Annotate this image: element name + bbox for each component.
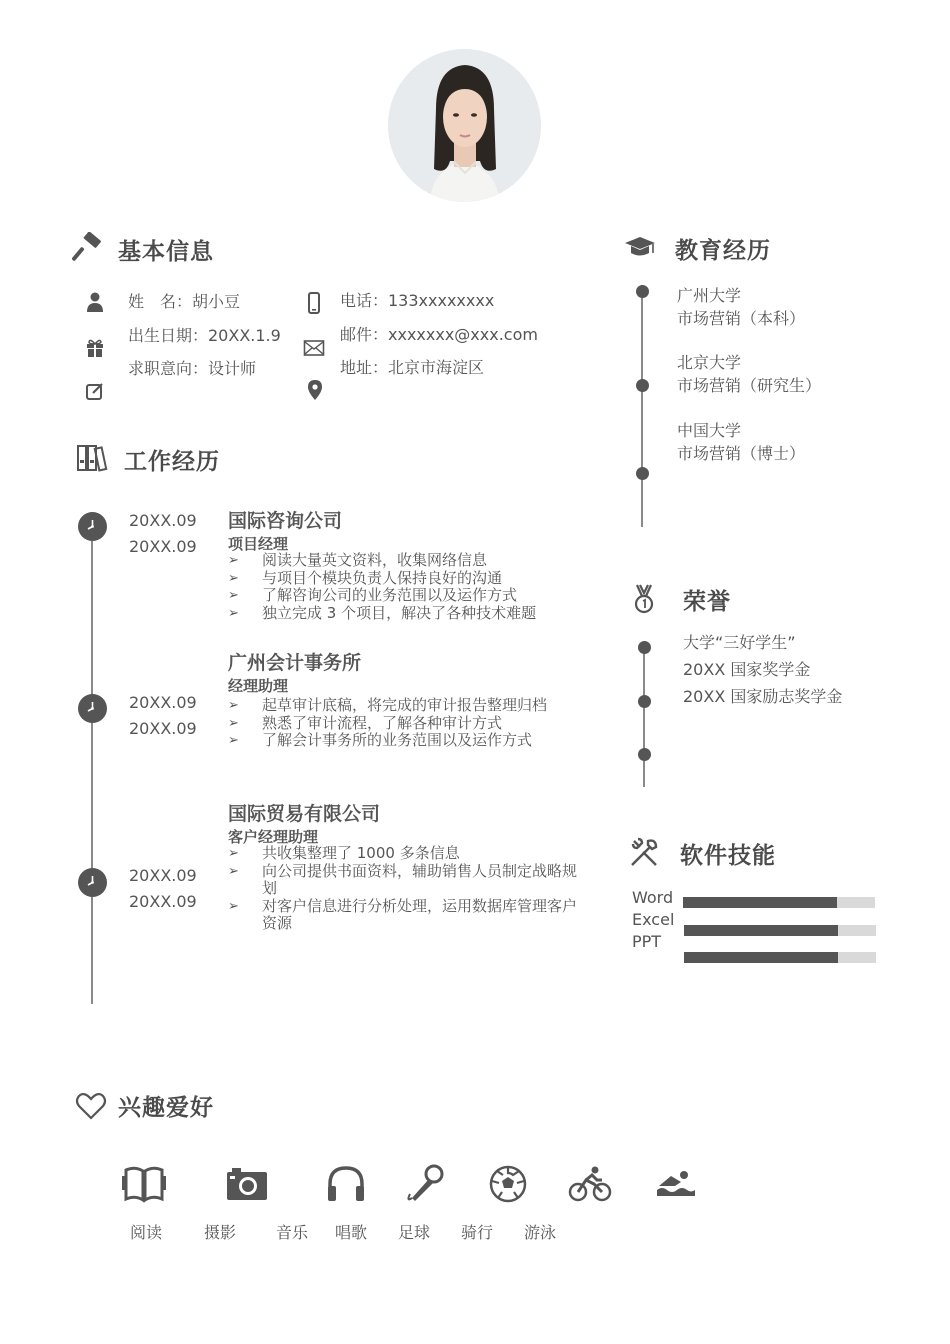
skill-name: PPT bbox=[632, 932, 662, 951]
timeline-dot bbox=[638, 641, 651, 654]
bullet-item: ➢ 独立完成 3 个项目，解决了各种技术难题 bbox=[228, 603, 537, 622]
job-company: 广州会计事务所 bbox=[228, 652, 362, 674]
job-bullets bbox=[228, 845, 588, 933]
swimmer-icon bbox=[653, 1164, 697, 1204]
heart-icon bbox=[75, 1090, 107, 1122]
cyclist-icon bbox=[568, 1164, 612, 1204]
job-bullets bbox=[228, 552, 588, 622]
bullet-item: ➢ 了解咨询公司的业务范围以及运作方式 bbox=[228, 586, 518, 604]
medal-icon bbox=[628, 583, 660, 615]
clock-icon bbox=[78, 694, 107, 723]
skill-bar-fill bbox=[683, 897, 837, 908]
job-date-start: 20XX.09 bbox=[129, 866, 197, 885]
bullet-item: ➢ 了解会计事务所的业务范围以及运作方式 bbox=[228, 731, 533, 749]
job-bullets bbox=[228, 697, 588, 750]
work-title: 工作经历 bbox=[124, 449, 220, 475]
gift-icon bbox=[84, 337, 106, 359]
school-name: 广州大学 bbox=[677, 286, 742, 305]
bullet-item: ➢ 对客户信息进行分析处理，运用数据库管理客户资源 bbox=[228, 896, 578, 932]
skill-name: Word bbox=[632, 888, 674, 907]
bullet-item: ➢ 阅读大量英文资料，收集网络信息 bbox=[228, 551, 488, 569]
location-icon bbox=[304, 379, 326, 401]
education-item bbox=[677, 284, 805, 330]
bullet-item: ➢ 向公司提供书面资料，辅助销售人员制定战略规划 bbox=[228, 861, 578, 897]
skill-bar-track bbox=[684, 925, 876, 936]
book-icon bbox=[122, 1164, 166, 1204]
hobby-label: 阅读 bbox=[130, 1223, 163, 1242]
skill-bar-track bbox=[684, 952, 876, 963]
graduation-cap-icon bbox=[624, 232, 656, 264]
job-date-start: 20XX.09 bbox=[129, 511, 197, 530]
major-name: 市场营销（博士） bbox=[677, 444, 806, 463]
honor-item: 大学“三好学生” bbox=[683, 633, 796, 652]
work-timeline-line bbox=[91, 512, 93, 1004]
microphone-icon bbox=[404, 1164, 448, 1204]
timeline-dot bbox=[636, 379, 649, 392]
email-field: 邮件：xxxxxxx@xxx.com bbox=[340, 325, 538, 344]
job-company: 国际咨询公司 bbox=[228, 510, 343, 532]
hobby-label: 唱歌 bbox=[335, 1223, 368, 1242]
timeline-dot bbox=[638, 748, 651, 761]
skill-name: Excel bbox=[632, 910, 675, 929]
mail-icon bbox=[303, 337, 325, 359]
tools-icon bbox=[628, 837, 660, 869]
school-name: 北京大学 bbox=[677, 353, 742, 372]
clock-icon bbox=[78, 512, 107, 541]
hobby-label: 游泳 bbox=[524, 1223, 557, 1242]
major-name: 市场营销（研究生） bbox=[677, 376, 822, 395]
birth-field: 出生日期：20XX.1.9 bbox=[128, 326, 281, 345]
skills-title: 软件技能 bbox=[680, 843, 776, 869]
education-timeline-line bbox=[641, 285, 643, 527]
soccer-ball-icon bbox=[486, 1164, 530, 1204]
binders-icon bbox=[76, 442, 108, 474]
job-company: 国际贸易有限公司 bbox=[228, 803, 381, 825]
intent-field: 求职意向：设计师 bbox=[128, 359, 257, 378]
bullet-item: ➢ 与项目个模块负责人保持良好的沟通 bbox=[228, 568, 503, 587]
edit-icon bbox=[84, 380, 106, 402]
clock-icon bbox=[78, 868, 107, 897]
honor-item: 20XX 国家励志奖学金 bbox=[683, 687, 843, 706]
bullet-item: ➢ 共收集整理了 1000 多条信息 bbox=[228, 844, 460, 862]
bullet-item: ➢ 起草审计底稿，将完成的审计报告整理归档 bbox=[228, 696, 548, 714]
education-item bbox=[677, 419, 805, 465]
address-field: 地址：北京市海淀区 bbox=[340, 358, 485, 377]
name-field: 姓 名：胡小豆 bbox=[128, 292, 241, 311]
skill-bar-fill bbox=[684, 925, 838, 936]
hammer-icon bbox=[72, 232, 104, 264]
person-icon bbox=[84, 291, 106, 313]
major-name: 市场营销（本科） bbox=[677, 309, 806, 328]
honors-list bbox=[683, 629, 842, 710]
avatar bbox=[388, 49, 541, 202]
camera-icon bbox=[225, 1164, 269, 1204]
phone-icon bbox=[303, 292, 325, 314]
phone-field: 电话：133xxxxxxxx bbox=[340, 291, 495, 310]
skill-bar-track bbox=[683, 897, 875, 908]
job-role: 项目经理 bbox=[228, 535, 289, 553]
timeline-dot bbox=[638, 695, 651, 708]
honor-item: 20XX 国家奖学金 bbox=[683, 660, 811, 679]
timeline-dot bbox=[636, 467, 649, 480]
job-role: 经理助理 bbox=[228, 677, 289, 695]
job-date-end: 20XX.09 bbox=[129, 892, 197, 911]
hobbies-title: 兴趣爱好 bbox=[118, 1095, 214, 1121]
headphones-icon bbox=[324, 1164, 368, 1204]
hobby-label: 音乐 bbox=[276, 1223, 309, 1242]
school-name: 中国大学 bbox=[677, 421, 742, 440]
honors-timeline-line bbox=[643, 641, 645, 787]
skill-bar-fill bbox=[684, 952, 838, 963]
education-title: 教育经历 bbox=[675, 238, 771, 264]
skill-labels bbox=[632, 887, 674, 953]
job-role: 客户经理助理 bbox=[228, 828, 319, 846]
honors-title: 荣誉 bbox=[683, 589, 731, 615]
job-date-end: 20XX.09 bbox=[129, 719, 197, 738]
bullet-item: ➢ 熟悉了审计流程，了解各种审计方式 bbox=[228, 713, 503, 732]
hobby-label: 足球 bbox=[398, 1223, 431, 1242]
hobby-label: 摄影 bbox=[204, 1223, 237, 1242]
job-date-end: 20XX.09 bbox=[129, 537, 197, 556]
job-date-start: 20XX.09 bbox=[129, 693, 197, 712]
hobby-label: 骑行 bbox=[461, 1223, 494, 1242]
basic-info-title: 基本信息 bbox=[118, 239, 214, 265]
timeline-dot bbox=[636, 285, 649, 298]
education-item bbox=[677, 351, 821, 397]
